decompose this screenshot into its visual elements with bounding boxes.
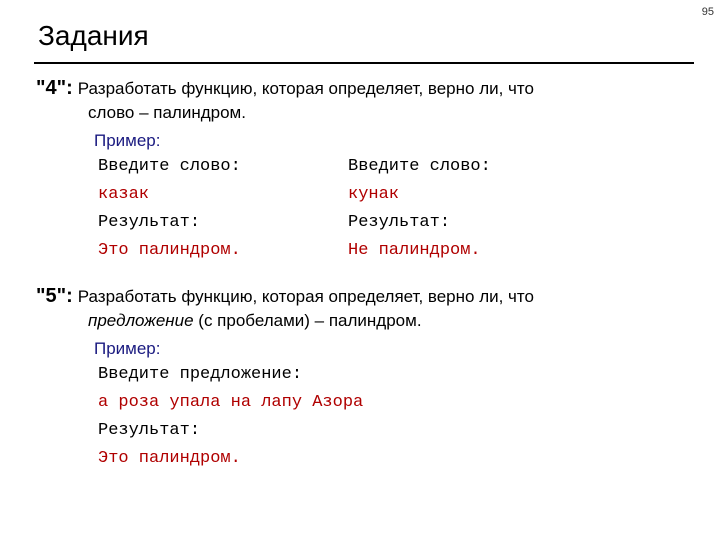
slide-title: Задания (38, 20, 149, 51)
task-5-heading (36, 284, 534, 309)
task-4-line1: Разработать функцию, которая определяет, верно ли, что (77, 79, 534, 98)
task-4-number: "4": (36, 77, 73, 99)
task-5 (36, 284, 534, 473)
page-number: 95 (701, 6, 714, 18)
task-5-line2 (36, 309, 534, 333)
task-4-examples (98, 153, 598, 265)
task-4-example-label: Пример: (94, 131, 161, 150)
task-5-input: а роза упала на лапу Азора (98, 393, 364, 412)
task-5-italic-word: предложение (88, 311, 194, 330)
task-5-result: Это палиндром. (98, 449, 241, 468)
task-4-line2: слово – палиндром. (88, 103, 246, 122)
example-2 (348, 153, 598, 265)
task-5-prompt: Введите предложение: (98, 365, 303, 384)
example-2-result: Не палиндром. (348, 241, 481, 260)
task-4-heading (36, 76, 598, 101)
example-1 (98, 153, 348, 265)
example-1-result-label: Результат: (98, 213, 201, 232)
example-1-input: казак (98, 185, 150, 204)
task-5-number: "5": (36, 285, 73, 307)
example-2-prompt: Введите слово: (348, 157, 491, 176)
example-2-result-label: Результат: (348, 213, 451, 232)
example-2-input: кунак (348, 185, 400, 204)
title-divider (34, 62, 694, 64)
task-5-example-label: Пример: (94, 339, 161, 358)
task-4 (36, 76, 598, 265)
example-1-prompt: Введите слово: (98, 157, 241, 176)
task-5-example (98, 361, 534, 473)
task-5-result-label: Результат: (98, 421, 201, 440)
example-1-result: Это палиндром. (98, 241, 241, 260)
task-5-line1: Разработать функцию, которая определяет, верно ли, что (77, 287, 534, 306)
task-5-line2-rest: (с пробелами) – палиндром. (193, 311, 422, 330)
